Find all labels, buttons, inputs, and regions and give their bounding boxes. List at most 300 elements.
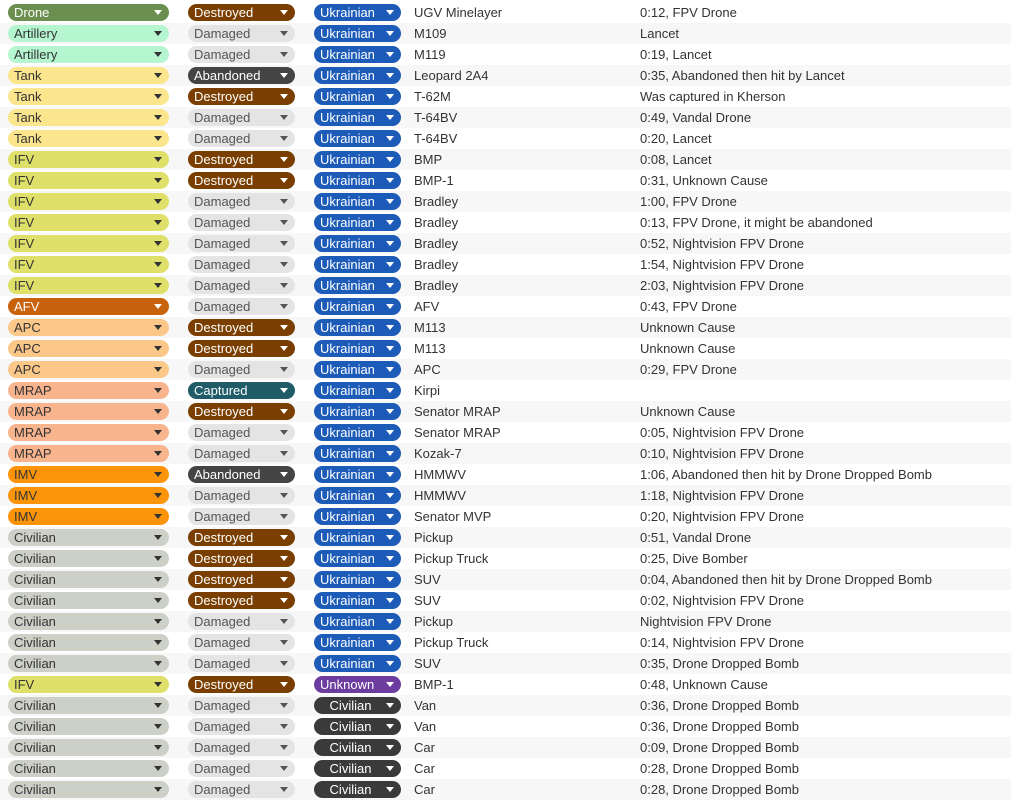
type-select-label: Civilian xyxy=(14,719,56,734)
chevron-down-icon xyxy=(386,535,394,540)
type-select-label: Civilian xyxy=(14,761,56,776)
chevron-down-icon xyxy=(386,367,394,372)
chevron-down-icon xyxy=(280,157,288,162)
status-select[interactable] xyxy=(188,487,295,504)
note-cell: 1:18, Nightvision FPV Drone xyxy=(640,488,805,503)
table-row xyxy=(0,506,1011,527)
model-cell: Bradley xyxy=(414,236,459,251)
type-select[interactable] xyxy=(8,235,169,252)
status-select[interactable] xyxy=(188,739,295,756)
chevron-down-icon xyxy=(280,262,288,267)
chevron-down-icon xyxy=(280,451,288,456)
owner-select-label: Unknown xyxy=(320,677,375,692)
model-cell: APC xyxy=(414,362,441,377)
owner-select[interactable] xyxy=(314,571,401,588)
owner-select-label: Ukrainian xyxy=(320,341,375,356)
status-select-label: Destroyed xyxy=(194,530,254,545)
chevron-down-icon xyxy=(280,31,288,36)
owner-select-label: Ukrainian xyxy=(320,320,375,335)
owner-select-label: Ukrainian xyxy=(320,383,375,398)
status-select[interactable] xyxy=(188,298,295,315)
owner-select-label: Ukrainian xyxy=(320,446,375,461)
note-cell: 0:09, Drone Dropped Bomb xyxy=(640,740,799,755)
owner-select[interactable] xyxy=(314,361,401,378)
note-cell: Unknown Cause xyxy=(640,341,736,356)
table-row xyxy=(0,527,1011,548)
type-select[interactable] xyxy=(8,151,169,168)
type-select[interactable] xyxy=(8,214,169,231)
type-select-label: MRAP xyxy=(14,404,52,419)
type-select[interactable] xyxy=(8,88,169,105)
chevron-down-icon xyxy=(280,94,288,99)
type-select[interactable] xyxy=(8,256,169,273)
type-select-label: APC xyxy=(14,320,41,335)
type-select-label: IFV xyxy=(14,257,35,272)
status-select[interactable] xyxy=(188,760,295,777)
owner-select[interactable] xyxy=(314,277,401,294)
chevron-down-icon xyxy=(386,73,394,78)
owner-select-label: Ukrainian xyxy=(320,299,375,314)
owner-select-label: Ukrainian xyxy=(320,425,375,440)
chevron-down-icon xyxy=(280,430,288,435)
model-cell: SUV xyxy=(414,572,441,587)
status-select[interactable] xyxy=(188,88,295,105)
chevron-down-icon xyxy=(154,682,162,687)
chevron-down-icon xyxy=(386,178,394,183)
owner-select-label: Ukrainian xyxy=(320,530,375,545)
table-row xyxy=(0,65,1011,86)
type-select-label: Civilian xyxy=(14,530,56,545)
owner-select-label: Civilian xyxy=(329,782,372,797)
owner-select[interactable] xyxy=(314,760,401,777)
model-cell: BMP-1 xyxy=(414,173,454,188)
chevron-down-icon xyxy=(386,598,394,603)
chevron-down-icon xyxy=(280,241,288,246)
status-select-label: Damaged xyxy=(194,761,251,776)
note-cell: 0:36, Drone Dropped Bomb xyxy=(640,698,799,713)
type-select[interactable] xyxy=(8,130,169,147)
type-select[interactable] xyxy=(8,508,169,525)
owner-select[interactable] xyxy=(314,487,401,504)
chevron-down-icon xyxy=(154,325,162,330)
chevron-down-icon xyxy=(154,283,162,288)
chevron-down-icon xyxy=(386,94,394,99)
owner-select[interactable] xyxy=(314,781,401,798)
chevron-down-icon xyxy=(154,241,162,246)
owner-select[interactable] xyxy=(314,151,401,168)
type-select[interactable] xyxy=(8,592,169,609)
type-select[interactable] xyxy=(8,760,169,777)
model-cell: BMP xyxy=(414,152,443,167)
table-row xyxy=(0,716,1011,737)
status-select[interactable] xyxy=(188,634,295,651)
type-select-label: Civilian xyxy=(14,782,56,797)
chevron-down-icon xyxy=(154,52,162,57)
chevron-down-icon xyxy=(280,703,288,708)
chevron-down-icon xyxy=(154,304,162,309)
model-cell: SUV xyxy=(414,656,441,671)
type-select-label: Civilian xyxy=(14,740,56,755)
chevron-down-icon xyxy=(280,472,288,477)
owner-select[interactable] xyxy=(314,697,401,714)
type-select[interactable] xyxy=(8,655,169,672)
chevron-down-icon xyxy=(280,367,288,372)
owner-select[interactable] xyxy=(314,235,401,252)
status-select-label: Captured xyxy=(194,383,248,398)
status-select[interactable] xyxy=(188,613,295,630)
type-select-label: MRAP xyxy=(14,425,52,440)
table-row xyxy=(0,149,1011,170)
chevron-down-icon xyxy=(280,409,288,414)
type-select[interactable] xyxy=(8,676,169,693)
owner-select[interactable] xyxy=(314,424,401,441)
chevron-down-icon xyxy=(386,10,394,15)
status-select[interactable] xyxy=(188,277,295,294)
owner-select[interactable] xyxy=(314,655,401,672)
chevron-down-icon xyxy=(154,31,162,36)
type-select-label: Drone xyxy=(14,5,50,20)
table-row xyxy=(0,548,1011,569)
type-select[interactable] xyxy=(8,571,169,588)
owner-select-label: Civilian xyxy=(329,740,372,755)
chevron-down-icon xyxy=(280,640,288,645)
status-select[interactable] xyxy=(188,25,295,42)
type-select-label: MRAP xyxy=(14,383,52,398)
chevron-down-icon xyxy=(386,157,394,162)
owner-select-label: Ukrainian xyxy=(320,404,375,419)
chevron-down-icon xyxy=(280,325,288,330)
note-cell: Unknown Cause xyxy=(640,320,736,335)
status-select-label: Damaged xyxy=(194,110,251,125)
owner-select[interactable] xyxy=(314,67,401,84)
chevron-down-icon xyxy=(386,115,394,120)
status-select[interactable] xyxy=(188,340,295,357)
type-select-label: Civilian xyxy=(14,635,56,650)
table-row xyxy=(0,590,1011,611)
note-cell: 0:19, Lancet xyxy=(640,47,712,62)
owner-select[interactable] xyxy=(314,508,401,525)
status-select-label: Damaged xyxy=(194,299,251,314)
model-cell: Bradley xyxy=(414,215,459,230)
chevron-down-icon xyxy=(386,451,394,456)
owner-select[interactable] xyxy=(314,592,401,609)
status-select[interactable] xyxy=(188,424,295,441)
type-select[interactable] xyxy=(8,298,169,315)
note-cell: 0:08, Lancet xyxy=(640,152,712,167)
owner-select[interactable] xyxy=(314,529,401,546)
chevron-down-icon xyxy=(386,556,394,561)
status-select-label: Damaged xyxy=(194,446,251,461)
status-select-label: Damaged xyxy=(194,257,251,272)
chevron-down-icon xyxy=(386,724,394,729)
owner-select[interactable] xyxy=(314,445,401,462)
table-row xyxy=(0,359,1011,380)
type-select-label: IFV xyxy=(14,215,35,230)
type-select[interactable] xyxy=(8,487,169,504)
owner-select[interactable] xyxy=(314,739,401,756)
chevron-down-icon xyxy=(280,178,288,183)
status-select-label: Destroyed xyxy=(194,404,254,419)
type-select[interactable] xyxy=(8,550,169,567)
chevron-down-icon xyxy=(280,493,288,498)
owner-select-label: Ukrainian xyxy=(320,278,375,293)
chevron-down-icon xyxy=(386,388,394,393)
note-cell: Nightvision FPV Drone xyxy=(640,614,772,629)
model-cell: Van xyxy=(414,719,437,734)
owner-select[interactable] xyxy=(314,340,401,357)
owner-select[interactable] xyxy=(314,634,401,651)
table-row xyxy=(0,2,1011,23)
model-cell: Senator MVP xyxy=(414,509,492,524)
status-select[interactable] xyxy=(188,130,295,147)
owner-select[interactable] xyxy=(314,403,401,420)
status-select[interactable] xyxy=(188,529,295,546)
chevron-down-icon xyxy=(280,346,288,351)
status-select[interactable] xyxy=(188,571,295,588)
type-select[interactable] xyxy=(8,67,169,84)
owner-select[interactable] xyxy=(314,193,401,210)
chevron-down-icon xyxy=(154,619,162,624)
chevron-down-icon xyxy=(154,577,162,582)
model-cell: T-62M xyxy=(414,89,451,104)
status-select[interactable] xyxy=(188,319,295,336)
status-select-label: Destroyed xyxy=(194,89,254,104)
chevron-down-icon xyxy=(154,493,162,498)
type-select[interactable] xyxy=(8,109,169,126)
status-select-label: Destroyed xyxy=(194,593,254,608)
status-select[interactable] xyxy=(188,172,295,189)
chevron-down-icon xyxy=(386,304,394,309)
owner-select-label: Ukrainian xyxy=(320,194,375,209)
type-select-label: Civilian xyxy=(14,614,56,629)
type-select[interactable] xyxy=(8,739,169,756)
status-select-label: Damaged xyxy=(194,194,251,209)
model-cell: Van xyxy=(414,698,437,713)
table-row xyxy=(0,170,1011,191)
status-select[interactable] xyxy=(188,361,295,378)
model-cell: Pickup xyxy=(414,530,454,545)
type-select[interactable] xyxy=(8,781,169,798)
model-cell: BMP-1 xyxy=(414,677,454,692)
owner-select[interactable] xyxy=(314,718,401,735)
chevron-down-icon xyxy=(386,199,394,204)
status-select[interactable] xyxy=(188,382,295,399)
type-select-label: Civilian xyxy=(14,698,56,713)
status-select[interactable] xyxy=(188,697,295,714)
status-select-label: Destroyed xyxy=(194,5,254,20)
note-cell: 0:36, Drone Dropped Bomb xyxy=(640,719,799,734)
chevron-down-icon xyxy=(154,724,162,729)
owner-select[interactable] xyxy=(314,88,401,105)
chevron-down-icon xyxy=(280,787,288,792)
chevron-down-icon xyxy=(154,787,162,792)
type-select[interactable] xyxy=(8,46,169,63)
chevron-down-icon xyxy=(280,52,288,57)
chevron-down-icon xyxy=(386,493,394,498)
losses-table xyxy=(0,2,1011,800)
owner-select[interactable] xyxy=(314,25,401,42)
chevron-down-icon xyxy=(154,199,162,204)
owner-select[interactable] xyxy=(314,466,401,483)
owner-select[interactable] xyxy=(314,130,401,147)
owner-select[interactable] xyxy=(314,676,401,693)
type-select[interactable] xyxy=(8,403,169,420)
chevron-down-icon xyxy=(154,451,162,456)
status-select[interactable] xyxy=(188,466,295,483)
table-row xyxy=(0,23,1011,44)
owner-select[interactable] xyxy=(314,172,401,189)
status-select[interactable] xyxy=(188,214,295,231)
type-select[interactable] xyxy=(8,424,169,441)
chevron-down-icon xyxy=(154,745,162,750)
note-cell: 0:20, Nightvision FPV Drone xyxy=(640,509,805,524)
owner-select-label: Ukrainian xyxy=(320,572,375,587)
status-select[interactable] xyxy=(188,508,295,525)
owner-select-label: Ukrainian xyxy=(320,110,375,125)
status-select-label: Damaged xyxy=(194,509,251,524)
table-row xyxy=(0,569,1011,590)
type-select[interactable] xyxy=(8,634,169,651)
note-cell: Lancet xyxy=(640,26,680,41)
status-select[interactable] xyxy=(188,46,295,63)
chevron-down-icon xyxy=(386,136,394,141)
type-select-label: Civilian xyxy=(14,551,56,566)
owner-select-label: Ukrainian xyxy=(320,173,375,188)
owner-select-label: Ukrainian xyxy=(320,488,375,503)
owner-select[interactable] xyxy=(314,382,401,399)
model-cell: Bradley xyxy=(414,257,459,272)
type-select[interactable] xyxy=(8,193,169,210)
owner-select[interactable] xyxy=(314,613,401,630)
chevron-down-icon xyxy=(386,409,394,414)
note-cell: 0:49, Vandal Drone xyxy=(640,110,752,125)
status-select[interactable] xyxy=(188,235,295,252)
status-select-label: Damaged xyxy=(194,215,251,230)
chevron-down-icon xyxy=(386,220,394,225)
chevron-down-icon xyxy=(280,535,288,540)
note-cell: 0:51, Vandal Drone xyxy=(640,530,752,545)
status-select-label: Destroyed xyxy=(194,572,254,587)
owner-select[interactable] xyxy=(314,319,401,336)
note-cell: 0:14, Nightvision FPV Drone xyxy=(640,635,805,650)
type-select-label: IFV xyxy=(14,278,35,293)
model-cell: M109 xyxy=(414,26,447,41)
note-cell: 0:25, Dive Bomber xyxy=(640,551,748,566)
type-select[interactable] xyxy=(8,25,169,42)
type-select[interactable] xyxy=(8,382,169,399)
model-cell: M119 xyxy=(414,47,446,62)
table-row xyxy=(0,296,1011,317)
status-select[interactable] xyxy=(188,718,295,735)
status-select[interactable] xyxy=(188,151,295,168)
owner-select[interactable] xyxy=(314,109,401,126)
chevron-down-icon xyxy=(280,661,288,666)
status-select[interactable] xyxy=(188,550,295,567)
type-select-label: Tank xyxy=(14,131,42,146)
type-select[interactable] xyxy=(8,277,169,294)
status-select[interactable] xyxy=(188,781,295,798)
type-select[interactable] xyxy=(8,340,169,357)
chevron-down-icon xyxy=(280,199,288,204)
note-cell: Was captured in Kherson xyxy=(640,89,786,104)
type-select[interactable] xyxy=(8,319,169,336)
owner-select[interactable] xyxy=(314,214,401,231)
type-select[interactable] xyxy=(8,718,169,735)
note-cell: 0:35, Abandoned then hit by Lancet xyxy=(640,68,845,83)
chevron-down-icon xyxy=(154,703,162,708)
owner-select-label: Ukrainian xyxy=(320,656,375,671)
status-select[interactable] xyxy=(188,109,295,126)
status-select[interactable] xyxy=(188,193,295,210)
chevron-down-icon xyxy=(280,556,288,561)
type-select[interactable] xyxy=(8,361,169,378)
note-cell: 0:43, FPV Drone xyxy=(640,299,737,314)
table-row xyxy=(0,401,1011,422)
note-cell: 0:29, FPV Drone xyxy=(640,362,737,377)
status-select[interactable] xyxy=(188,445,295,462)
owner-select-label: Ukrainian xyxy=(320,551,375,566)
status-select[interactable] xyxy=(188,4,295,21)
owner-select-label: Ukrainian xyxy=(320,215,375,230)
type-select[interactable] xyxy=(8,697,169,714)
status-select-label: Damaged xyxy=(194,740,251,755)
status-select-label: Damaged xyxy=(194,614,251,629)
table-row xyxy=(0,443,1011,464)
table-row xyxy=(0,191,1011,212)
table-row xyxy=(0,86,1011,107)
owner-select[interactable] xyxy=(314,298,401,315)
type-select[interactable] xyxy=(8,172,169,189)
model-cell: HMMWV xyxy=(414,467,466,482)
owner-select[interactable] xyxy=(314,550,401,567)
status-select[interactable] xyxy=(188,676,295,693)
type-select-label: IMV xyxy=(14,467,38,482)
type-select-label: Civilian xyxy=(14,572,56,587)
status-select-label: Destroyed xyxy=(194,173,254,188)
status-select[interactable] xyxy=(188,256,295,273)
type-select[interactable] xyxy=(8,445,169,462)
type-select-label: AFV xyxy=(14,299,40,314)
status-select-label: Damaged xyxy=(194,236,251,251)
chevron-down-icon xyxy=(280,388,288,393)
status-select[interactable] xyxy=(188,403,295,420)
type-select-label: MRAP xyxy=(14,446,52,461)
status-select[interactable] xyxy=(188,67,295,84)
status-select[interactable] xyxy=(188,592,295,609)
status-select-label: Damaged xyxy=(194,635,251,650)
type-select-label: APC xyxy=(14,362,41,377)
table-row xyxy=(0,695,1011,716)
note-cell: Unknown Cause xyxy=(640,404,736,419)
owner-select[interactable] xyxy=(314,46,401,63)
chevron-down-icon xyxy=(154,640,162,645)
type-select[interactable] xyxy=(8,529,169,546)
type-select[interactable] xyxy=(8,4,169,21)
type-select[interactable] xyxy=(8,613,169,630)
chevron-down-icon xyxy=(154,388,162,393)
note-cell: 0:20, Lancet xyxy=(640,131,712,146)
chevron-down-icon xyxy=(386,787,394,792)
status-select-label: Damaged xyxy=(194,362,251,377)
note-cell: 0:13, FPV Drone, it might be abandoned xyxy=(640,215,873,230)
type-select[interactable] xyxy=(8,466,169,483)
owner-select[interactable] xyxy=(314,4,401,21)
note-cell: 0:28, Drone Dropped Bomb xyxy=(640,782,799,797)
table-row xyxy=(0,737,1011,758)
status-select[interactable] xyxy=(188,655,295,672)
owner-select-label: Ukrainian xyxy=(320,47,375,62)
owner-select[interactable] xyxy=(314,256,401,273)
